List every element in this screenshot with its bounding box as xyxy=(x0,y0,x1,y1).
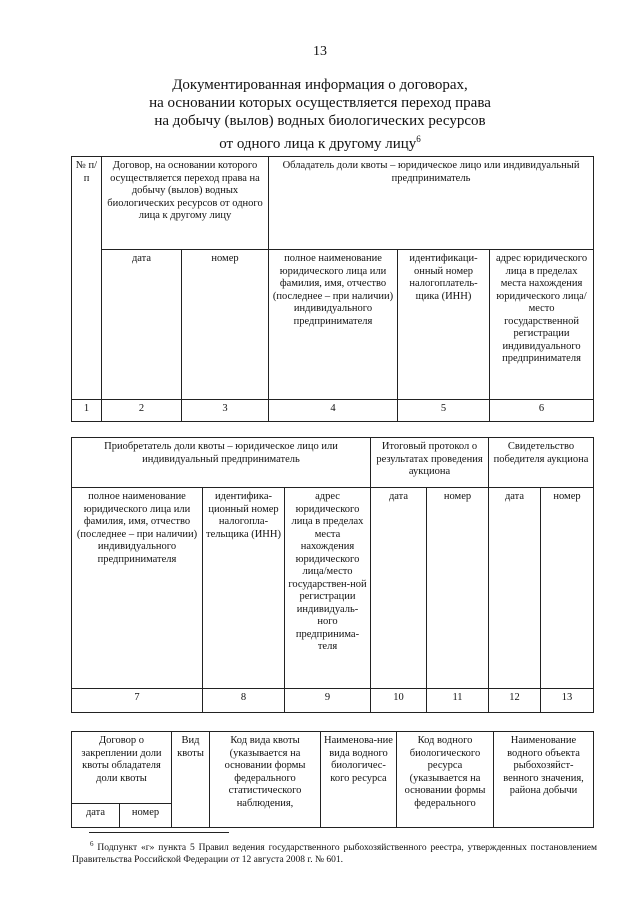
header-resource-code: Код водного биологического ресурса (указывается на основании формы федерального xyxy=(397,732,494,828)
column-number: 2 xyxy=(102,400,182,422)
header-contract-number: номер xyxy=(182,250,269,400)
header-fishery-object: Наименование водного объекта рыбохозяйст-венного значения, района добычи xyxy=(494,732,594,828)
header-holder-inn: идентификаци-онный номер налогоплатель-щика (ИНН) xyxy=(398,250,490,400)
header-acquirer-inn: идентифика-ционный номер налогопла-тельщика (ИНН) xyxy=(203,488,285,689)
footnote-number: 6 xyxy=(90,840,94,848)
header-certificate-number: номер xyxy=(541,488,594,689)
header-quota-contract-number: номер xyxy=(120,804,172,828)
column-number: 4 xyxy=(269,400,398,422)
header-acquirer-group: Приобретатель доли квоты – юридическое лицо или индивидуальный предприниматель xyxy=(72,438,371,488)
title-line-1: Документированная информация о договорах, xyxy=(172,77,468,93)
column-number: 12 xyxy=(489,689,541,713)
title-line-4 xyxy=(60,130,580,153)
title-footnote-ref: 6 xyxy=(416,134,421,144)
column-number: 1 xyxy=(72,400,102,422)
header-quota-contract-group: Договор о закреплении доли квоты обладателя доли квоты xyxy=(72,732,172,804)
column-number: 5 xyxy=(398,400,490,422)
column-number: 13 xyxy=(541,689,594,713)
column-number: 10 xyxy=(371,689,427,713)
column-number: 9 xyxy=(285,689,371,713)
header-protocol-date: дата xyxy=(371,488,427,689)
header-acquirer-address: адрес юридического лица в пределах места нахождения юридического лица/место государствен-ной регистрации индивидуаль-ного предпринима-теля xyxy=(285,488,371,689)
contracts-table-part-2 xyxy=(71,437,594,713)
header-row-number: № п/п xyxy=(72,157,102,400)
header-quota-type-code: Код вида квоты (указывается на основании формы федерального статистического наблюдения, xyxy=(210,732,321,828)
header-acquirer-full-name: полное наименование юридического лица или фамилия, имя, отчество (последнее – при наличии) индивидуального предпринимателя xyxy=(72,488,203,689)
header-species-name: Наименова-ние вида водного биологичес-кого ресурса xyxy=(321,732,397,828)
column-number: 6 xyxy=(490,400,594,422)
contracts-table-part-1 xyxy=(71,156,594,422)
column-number: 7 xyxy=(72,689,203,713)
header-holder-full-name: полное наименование юридического лица или фамилия, имя, отчество (последнее – при наличии) индивидуального предпринимателя xyxy=(269,250,398,400)
title-line-3: на добычу (вылов) водных биологических ресурсов xyxy=(154,113,486,129)
header-contract-group: Договор, на основании которого осуществляется переход права на добычу (вылов) водных биологических ресурсов от одного лица к другому лицу xyxy=(102,157,269,250)
contracts-table-part-3 xyxy=(71,731,594,828)
header-certificate-date: дата xyxy=(489,488,541,689)
header-auction-protocol-group: Итоговый протокол о результатах проведения аукциона xyxy=(371,438,489,488)
column-number: 11 xyxy=(427,689,489,713)
title-line-4-text: от одного лица к другому лицу xyxy=(219,136,417,152)
header-protocol-number: номер xyxy=(427,488,489,689)
footnote-divider xyxy=(89,832,229,833)
header-quota-contract-date: дата xyxy=(72,804,120,828)
page-number: 13 xyxy=(313,44,327,59)
footnote xyxy=(72,838,597,866)
column-number: 3 xyxy=(182,400,269,422)
header-auction-certificate-group: Свидетельство победителя аукциона xyxy=(489,438,594,488)
header-holder-group: Обладатель доли квоты – юридическое лицо или индивидуальный предприниматель xyxy=(269,157,594,250)
header-holder-address: адрес юридического лица в пределах места нахождения юридического лица/место государственной регистрации индивидуального предпринимателя xyxy=(490,250,594,400)
title-line-2: на основании которых осуществляется переход права xyxy=(149,95,491,111)
header-quota-type: Вид квоты xyxy=(172,732,210,828)
document-title xyxy=(60,76,580,153)
header-contract-date: дата xyxy=(102,250,182,400)
column-number: 8 xyxy=(203,689,285,713)
footnote-text: Подпункт «г» пункта 5 Правил ведения государственного рыбохозяйственного реестра, утвержденных постановлением Правительства Российской Федерации от 12 августа 2008 г. № 601. xyxy=(72,843,598,866)
